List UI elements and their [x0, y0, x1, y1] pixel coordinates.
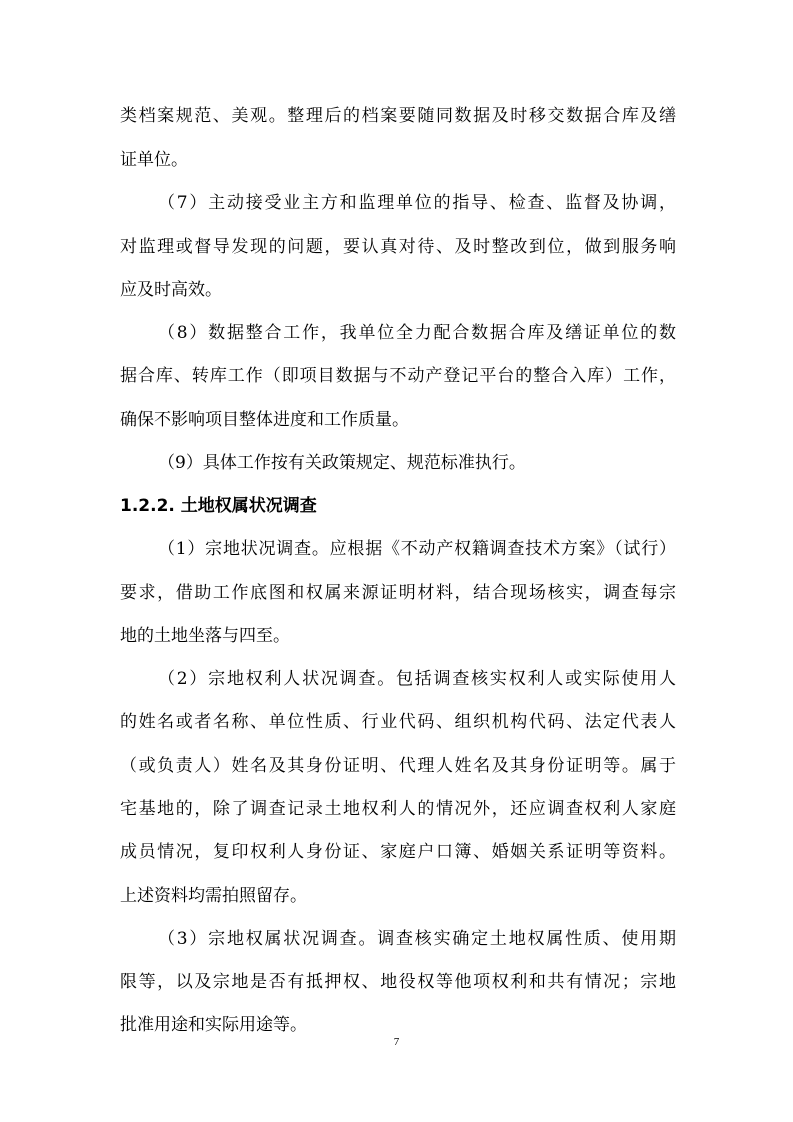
- paragraph-line: 确保不影响项目整体进度和工作质量。: [120, 410, 409, 430]
- paragraph-line: （1）宗地状况调查。应根据《不动产权籍调查技术方案》（试行）: [158, 539, 676, 559]
- paragraph-line: 批准用途和实际用途等。: [120, 1015, 307, 1035]
- paragraph-line: 的姓名或者名称、单位性质、行业代码、组织机构代码、法定代表人: [120, 712, 676, 732]
- paragraph-line: （或负责人）姓名及其身份证明、代理人姓名及其身份证明等。属于: [120, 756, 676, 776]
- paragraph-line: 宅基地的，除了调查记录土地权利人的情况外，还应调查权利人家庭: [120, 799, 676, 819]
- paragraph-line: （9）具体工作按有关政策规定、规范标准执行。: [158, 453, 526, 473]
- paragraph-line: （3）宗地权属状况调查。调查核实确定土地权属性质、使用期: [158, 929, 676, 949]
- paragraph-line: 上述资料均需拍照留存。: [120, 886, 307, 906]
- paragraph-line: 类档案规范、美观。整理后的档案要随同数据及时移交数据合库及缮: [120, 106, 676, 126]
- section-heading: 1.2.2. 土地权属状况调查: [120, 496, 317, 516]
- paragraph-line: 证单位。: [120, 150, 188, 170]
- page-number: 7: [393, 1036, 400, 1048]
- paragraph-line: 据合库、转库工作（即项目数据与不动产登记平台的整合入库）工作，: [120, 366, 676, 386]
- paragraph-line: 对监理或督导发现的问题，要认真对待、及时整改到位，做到服务响: [120, 237, 676, 257]
- paragraph-line: （2）宗地权利人状况调查。包括调查核实权利人或实际使用人: [158, 669, 676, 689]
- paragraph-line: （8）数据整合工作，我单位全力配合数据合库及缮证单位的数: [158, 323, 676, 343]
- paragraph-line: 成员情况，复印权利人身份证、家庭户口簿、婚姻关系证明等资料。: [120, 842, 676, 862]
- paragraph-line: 要求，借助工作底图和权属来源证明材料，结合现场核实，调查每宗: [120, 583, 676, 603]
- paragraph-line: 应及时高效。: [120, 280, 222, 300]
- paragraph-line: （7）主动接受业主方和监理单位的指导、检查、监督及协调，: [158, 193, 676, 213]
- paragraph-line: 地的土地坐落与四至。: [120, 626, 290, 646]
- paragraph-line: 限等，以及宗地是否有抵押权、地役权等他项权利和共有情况；宗地: [120, 972, 676, 992]
